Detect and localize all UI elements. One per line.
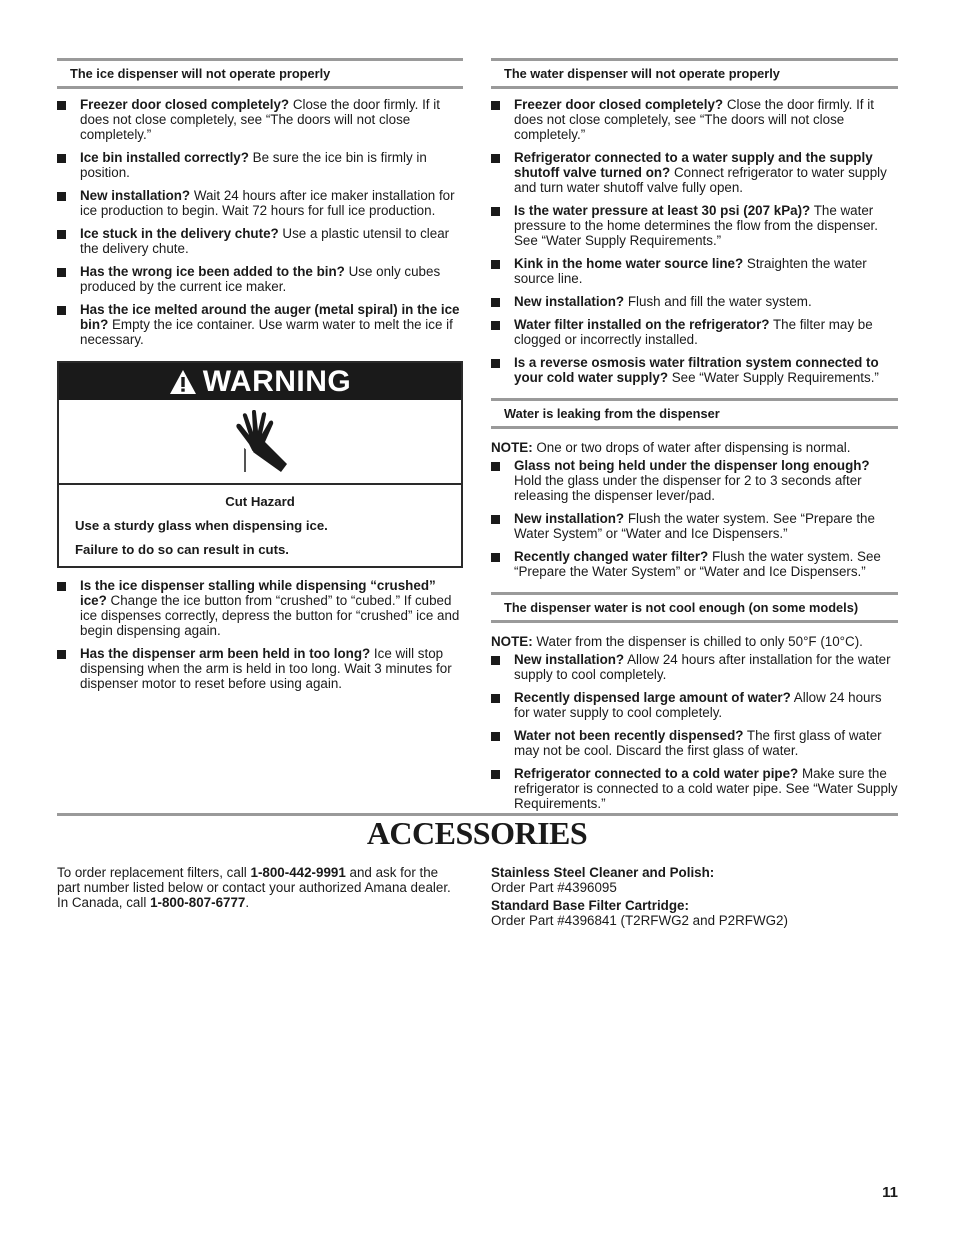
intro-text: . (245, 895, 250, 910)
item-answer: Change the ice button from “crushed” to “cubed.” If cubed ice dispenses correctly, depress the button for “crushed” ice and begin dispensing again. (80, 593, 460, 638)
item-answer: Close the door firmly. If it does not close completely, see “The doors will not close completely.” (80, 97, 440, 142)
item-answer: The water pressure to the home determines the flow from the dispenser. See “Water Supply Requirements.” (514, 203, 878, 248)
list-item (491, 728, 898, 758)
list-item (57, 264, 463, 294)
list-item (57, 150, 463, 180)
list-item (491, 549, 898, 579)
section-heading-water-leaking: Water is leaking from the dispenser (491, 398, 898, 429)
section-heading-water-dispenser: The water dispenser will not operate properly (491, 58, 898, 89)
item-question: Freezer door closed completely? (514, 97, 724, 112)
accessory-item (491, 898, 898, 928)
item-question: Ice bin installed correctly? (80, 150, 249, 165)
warning-label: WARNING (202, 365, 352, 398)
accessory-name: Stainless Steel Cleaner and Polish: (491, 865, 715, 880)
warning-text (59, 485, 461, 566)
item-answer: Flush the water system. See “Prepare the Water System” or “Water and Ice Dispensers.” (514, 511, 875, 541)
item-question: New installation? (514, 511, 625, 526)
bullet-square-icon (57, 650, 66, 659)
item-question: Has the dispenser arm been held in too long? (80, 646, 371, 661)
list-item (57, 226, 463, 256)
intro-text: and ask for the part number listed below or contact your authorized Amana dealer. In Canada, call (57, 865, 451, 910)
item-question: Is the water pressure at least 30 psi (207 kPa)? (514, 203, 811, 218)
list-item (491, 511, 898, 541)
section-heading-ice-dispenser: The ice dispenser will not operate properly (57, 58, 463, 89)
left-column (57, 58, 463, 691)
item-answer: Ice will stop dispensing when the arm is held in too long. Wait 3 minutes for dispenser motor to reset before using again. (80, 646, 452, 691)
bullet-square-icon (491, 694, 500, 703)
water-leaking-list (491, 458, 898, 579)
item-question: Recently dispensed large amount of water? (514, 690, 791, 705)
item-question: Refrigerator connected to a water supply and the supply shutoff valve turned on? (514, 150, 873, 180)
note-text: One or two drops of water after dispensing is normal. (532, 440, 851, 455)
item-question: Recently changed water filter? (514, 549, 709, 564)
item-question: Water not been recently dispensed? (514, 728, 744, 743)
item-answer: Flush and fill the water system. (624, 294, 812, 309)
bullet-square-icon (57, 154, 66, 163)
warning-line: Failure to do so can result in cuts. (75, 542, 289, 557)
note-label: NOTE: (491, 634, 533, 649)
item-question: Is a reverse osmosis water filtration system connected to your cold water supply? (514, 355, 879, 385)
bullet-square-icon (57, 268, 66, 277)
item-question: New installation? (80, 188, 191, 203)
item-question: New installation? (514, 294, 625, 309)
list-item (491, 203, 898, 248)
bullet-square-icon (491, 260, 500, 269)
item-answer: Be sure the ice bin is firmly in position. (80, 150, 427, 180)
list-item (491, 256, 898, 286)
bullet-square-icon (491, 207, 500, 216)
bullet-square-icon (491, 732, 500, 741)
item-answer: Allow 24 hours after installation for the water supply to cool completely. (514, 652, 891, 682)
bullet-square-icon (491, 553, 500, 562)
bullet-square-icon (491, 101, 500, 110)
water-not-cool-list (491, 652, 898, 811)
item-question: Glass not being held under the dispenser long enough? (514, 458, 870, 473)
right-column (491, 58, 898, 811)
warning-line: Use a sturdy glass when dispensing ice. (75, 518, 328, 533)
accessories-parts (491, 865, 898, 928)
item-question: Ice stuck in the delivery chute? (80, 226, 279, 241)
item-question: New installation? (514, 652, 625, 667)
phone-canada: 1-800-807-6777 (150, 895, 246, 910)
section-heading-water-not-cool: The dispenser water is not cool enough (on some models) (491, 592, 898, 623)
bullet-square-icon (57, 306, 66, 315)
warning-banner (59, 363, 461, 400)
item-answer: Wait 24 hours after ice maker installation for ice production to begin. Wait 72 hours for full ice production. (80, 188, 455, 218)
note (491, 440, 898, 455)
intro-text: To order replacement filters, call (57, 865, 251, 880)
list-item (491, 652, 898, 682)
item-answer: Use a plastic utensil to clear the delivery chute. (80, 226, 450, 256)
bullet-square-icon (491, 515, 500, 524)
item-answer: The filter may be clogged or incorrectly installed. (514, 317, 873, 347)
cut-hazard-hand-icon (229, 410, 291, 474)
list-item (57, 188, 463, 218)
warning-box (57, 361, 463, 568)
list-item (57, 302, 463, 347)
bullet-square-icon (491, 321, 500, 330)
list-item (57, 646, 463, 691)
item-answer: Allow 24 hours for water supply to cool completely. (514, 690, 882, 720)
item-answer: Hold the glass under the dispenser for 2 to 3 seconds after releasing the dispenser lever/pad. (514, 473, 862, 503)
list-item (491, 150, 898, 195)
note-text: Water from the dispenser is chilled to only 50°F (10°C). (532, 634, 863, 649)
list-item (491, 317, 898, 347)
list-item (57, 97, 463, 142)
note (491, 634, 898, 649)
bullet-square-icon (57, 192, 66, 201)
item-answer: Use only cubes produced by the current ice maker. (80, 264, 441, 294)
list-item (491, 766, 898, 811)
list-item (491, 458, 898, 503)
ice-dispenser-list-continued (57, 578, 463, 691)
warning-title: Cut Hazard (225, 494, 295, 509)
item-question: Has the ice melted around the auger (metal spiral) in the ice bin? (80, 302, 460, 332)
item-question: Freezer door closed completely? (80, 97, 290, 112)
accessory-item (491, 865, 898, 895)
bullet-square-icon (491, 770, 500, 779)
bullet-square-icon (491, 154, 500, 163)
item-answer: Make sure the refrigerator is connected to a cold water pipe. See “Water Supply Requirements.” (514, 766, 898, 811)
list-item (491, 690, 898, 720)
bullet-square-icon (491, 359, 500, 368)
ice-dispenser-list (57, 97, 463, 347)
item-question: Water filter installed on the refrigerator? (514, 317, 770, 332)
warning-triangle-icon (169, 369, 197, 395)
item-answer: See “Water Supply Requirements.” (668, 370, 879, 385)
list-item (57, 578, 463, 638)
bullet-square-icon (491, 462, 500, 471)
water-dispenser-list (491, 97, 898, 385)
item-answer: Empty the ice container. Use warm water to melt the ice if necessary. (80, 317, 453, 347)
page-number: 11 (882, 1184, 898, 1201)
item-answer: Flush the water system. See “Prepare the Water System” or “Water and Ice Dispensers.” (514, 549, 881, 579)
item-answer: The first glass of water may not be cool. Discard the first glass of water. (514, 728, 882, 758)
item-question: Is the ice dispenser stalling while dispensing “crushed” ice? (80, 578, 436, 608)
accessory-part-number: Order Part #4396095 (491, 880, 617, 895)
bullet-square-icon (57, 582, 66, 591)
warning-icon-area (59, 400, 461, 485)
accessories-intro (57, 865, 463, 910)
item-answer: Close the door firmly. If it does not close completely, see “The doors will not close completely.” (514, 97, 874, 142)
item-answer: Connect refrigerator to water supply and turn water shutoff valve fully open. (514, 165, 887, 195)
item-answer: Straighten the water source line. (514, 256, 867, 286)
bullet-square-icon (491, 298, 500, 307)
list-item (491, 355, 898, 385)
item-question: Kink in the home water source line? (514, 256, 744, 271)
bullet-square-icon (491, 656, 500, 665)
accessory-part-number: Order Part #4396841 (T2RFWG2 and P2RFWG2) (491, 913, 788, 928)
list-item (491, 97, 898, 142)
bullet-square-icon (57, 101, 66, 110)
accessory-name: Standard Base Filter Cartridge: (491, 898, 689, 913)
accessories-title: ACCESSORIES (366, 815, 588, 851)
item-question: Refrigerator connected to a cold water pipe? (514, 766, 799, 781)
list-item (491, 294, 898, 309)
bullet-square-icon (57, 230, 66, 239)
note-label: NOTE: (491, 440, 533, 455)
phone-us: 1-800-442-9991 (250, 865, 346, 880)
item-question: Has the wrong ice been added to the bin? (80, 264, 345, 279)
